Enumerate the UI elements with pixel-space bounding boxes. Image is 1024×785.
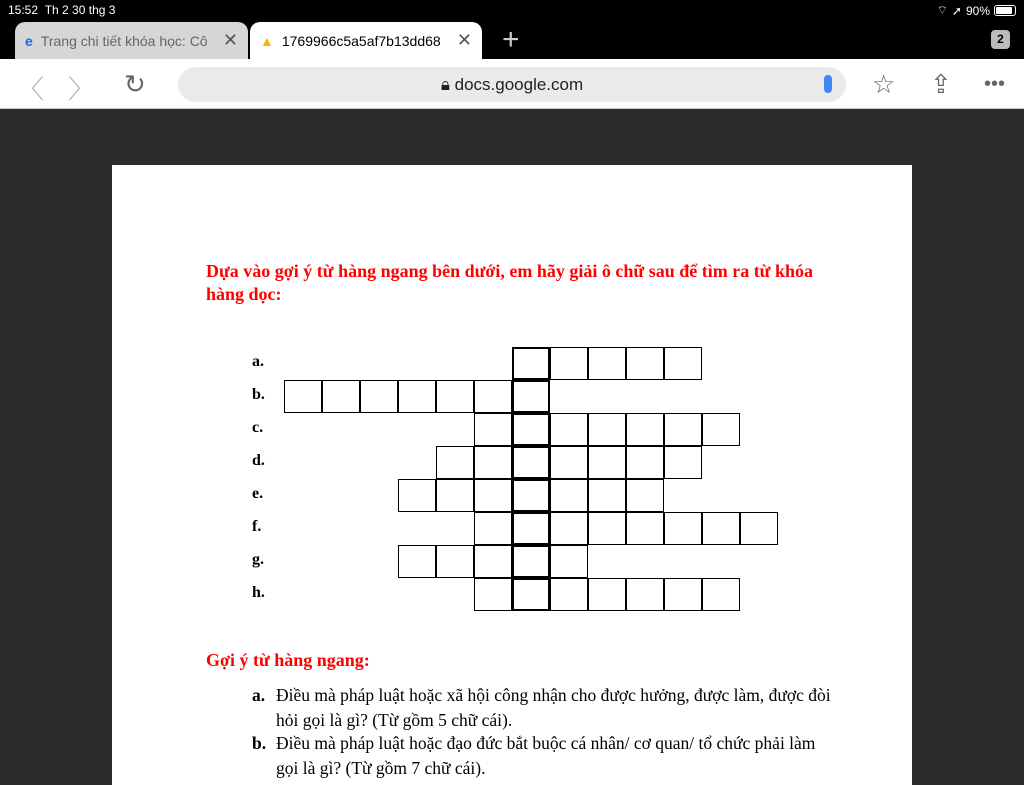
crossword-cell — [588, 578, 626, 611]
crossword-cell — [664, 413, 702, 446]
close-icon[interactable]: ✕ — [222, 30, 238, 50]
edge-e-icon: e — [25, 32, 33, 49]
tab-course[interactable] — [15, 22, 248, 59]
crossword-cell — [474, 578, 512, 611]
address-bar[interactable] — [178, 67, 846, 102]
battery-text: 90% — [965, 3, 990, 18]
key-cell — [512, 479, 550, 512]
crossword-cell — [626, 578, 664, 611]
crossword-cell — [740, 512, 778, 545]
hint-a — [252, 683, 832, 733]
crossword-cell — [398, 479, 436, 512]
hint-label: a. — [252, 685, 266, 705]
crossword-cell — [436, 380, 474, 413]
microphone-icon[interactable] — [824, 75, 832, 93]
close-icon[interactable]: ✕ — [456, 30, 472, 50]
crossword-cell — [398, 380, 436, 413]
key-cell — [512, 413, 550, 446]
crossword-cell — [664, 347, 702, 380]
hint-label: b. — [252, 733, 267, 753]
row-label: b. — [252, 386, 265, 403]
location-icon: ➚ — [951, 3, 962, 18]
tab-title: 1769966c5a5af7b13dd68 — [281, 32, 441, 49]
new-tab-button[interactable]: + — [502, 23, 520, 56]
star-icon[interactable]: ☆ — [872, 69, 896, 99]
crossword-cell — [436, 545, 474, 578]
reload-button[interactable]: ↻ — [124, 69, 146, 99]
crossword-cell — [284, 380, 322, 413]
crossword-cell — [588, 512, 626, 545]
more-icon[interactable]: ••• — [984, 73, 1006, 95]
status-time — [8, 3, 115, 17]
key-cell — [512, 578, 550, 611]
crossword-cell — [626, 479, 664, 512]
crossword-cell — [550, 413, 588, 446]
tab-count-button[interactable]: 2 — [991, 30, 1010, 49]
hint-b — [252, 731, 832, 781]
row-label: d. — [252, 452, 265, 469]
toolbar — [0, 59, 1024, 109]
row-label: a. — [252, 353, 264, 370]
crossword-cell — [550, 347, 588, 380]
row-label: c. — [252, 419, 264, 436]
crossword-cell — [474, 446, 512, 479]
crossword-cell — [702, 578, 740, 611]
row-label: e. — [252, 485, 264, 502]
crossword-cell — [474, 479, 512, 512]
crossword-cell — [626, 347, 664, 380]
back-button[interactable]: 〈 — [18, 74, 45, 104]
crossword-cell — [550, 512, 588, 545]
document-page — [112, 165, 912, 785]
tab-bar — [0, 20, 1024, 59]
crossword-cell — [588, 479, 626, 512]
crossword-cell — [664, 446, 702, 479]
key-cell — [512, 446, 550, 479]
crossword-cell — [436, 479, 474, 512]
hint-text: Điều mà pháp luật hoặc xã hội công nhận cho được hưởng, được làm, được đòi hỏi gọi là gì? (Từ gồm 5 chữ cái). — [276, 685, 831, 730]
row-label: g. — [252, 551, 264, 568]
wifi-icon: ⌔ — [936, 3, 948, 17]
crossword-cell — [588, 446, 626, 479]
row-label: f. — [252, 518, 262, 535]
key-cell — [512, 512, 550, 545]
crossword-cell — [702, 413, 740, 446]
crossword-cell — [588, 347, 626, 380]
tab-drive[interactable] — [250, 22, 482, 59]
tab-title: Trang chi tiết khóa học: Cô — [40, 32, 208, 49]
row-label: h. — [252, 584, 265, 601]
crossword-cell — [474, 512, 512, 545]
crossword-cell — [550, 578, 588, 611]
crossword-cell — [664, 578, 702, 611]
crossword-cell — [322, 380, 360, 413]
crossword-cell — [550, 545, 588, 578]
forward-button[interactable]: 〉 — [68, 74, 95, 104]
crossword-cell — [436, 446, 474, 479]
crossword-cell — [398, 545, 436, 578]
key-cell — [512, 545, 550, 578]
crossword-cell — [550, 479, 588, 512]
google-drive-icon: ▲ — [260, 32, 274, 49]
doc-title: Dựa vào gợi ý từ hàng ngang bên dưới, em hãy giải ô chữ sau để tìm ra từ khóa hàng dọc: — [206, 261, 814, 304]
hints-title: Gợi ý từ hàng ngang: — [206, 650, 370, 670]
crossword-cell — [588, 413, 626, 446]
date: Th 2 30 thg 3 — [44, 3, 116, 17]
status-bar — [0, 0, 1024, 20]
crossword-cell — [664, 512, 702, 545]
crossword-cell — [550, 446, 588, 479]
key-cell — [512, 347, 550, 380]
crossword-cell — [474, 413, 512, 446]
lock-icon: 🔒︎ — [440, 75, 450, 94]
crossword-cell — [626, 413, 664, 446]
share-icon[interactable]: ⇪ — [930, 69, 952, 99]
crossword-cell — [474, 380, 512, 413]
crossword-cell — [360, 380, 398, 413]
url-text: docs.google.com — [454, 75, 584, 94]
crossword-cell — [626, 512, 664, 545]
key-cell — [512, 380, 550, 413]
crossword-cell — [626, 446, 664, 479]
crossword-cell — [474, 545, 512, 578]
battery-icon — [994, 5, 1016, 16]
time: 15:52 — [8, 3, 39, 17]
crossword-cell — [702, 512, 740, 545]
hint-text: Điều mà pháp luật hoặc đạo đức bắt buộc cá nhân/ cơ quan/ tổ chức phải làm gọi là gì? (Từ gồm 7 chữ cái). — [276, 733, 816, 778]
